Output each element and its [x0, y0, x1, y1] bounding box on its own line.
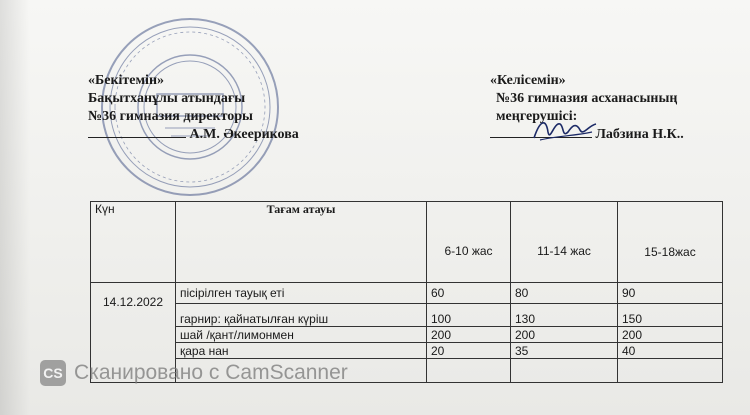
handwritten-signature — [530, 112, 600, 148]
page-shadow — [0, 0, 30, 415]
camscanner-text: Сканировано с CamScanner — [74, 361, 348, 384]
dish-name: шай /қант/лимонмен — [176, 327, 427, 343]
approve-title: «Бекітемін» — [88, 73, 165, 88]
empty-cell — [427, 359, 511, 383]
approve-name: А.М. Әкеерикова — [189, 127, 299, 142]
camscanner-logo-icon: CS — [40, 360, 66, 386]
portion-15-18: 40 — [618, 343, 723, 359]
signature-underline — [88, 137, 186, 138]
portion-6-10: 20 — [427, 343, 511, 359]
portion-15-18: 200 — [618, 327, 723, 343]
approve-line2: №36 гимназия директоры — [88, 109, 253, 124]
portion-11-14: 35 — [511, 343, 618, 359]
agree-line2: меңгерушісі: — [496, 109, 578, 124]
agree-name: Лабзина Н.К.. — [595, 127, 684, 142]
approve-signature-line — [88, 126, 338, 144]
header-dish-name: Тағам атауы — [176, 202, 427, 283]
portion-15-18: 150 — [618, 304, 723, 327]
table-row — [91, 343, 723, 359]
table-row — [91, 304, 723, 327]
header-day: Күн — [91, 202, 176, 283]
empty-cell — [511, 359, 618, 383]
camscanner-watermark — [40, 359, 348, 387]
menu-table — [90, 201, 723, 383]
header-age-6-10: 6-10 жас — [427, 202, 511, 283]
table-row — [91, 327, 723, 343]
dish-name: гарнир: қайнатылған күріш — [176, 304, 427, 327]
approval-block — [88, 72, 338, 144]
header-age-15-18: 15-18жас — [618, 202, 723, 283]
agree-signature-line — [490, 126, 730, 144]
portion-11-14: 200 — [511, 327, 618, 343]
header-age-11-14: 11-14 жас — [511, 202, 618, 283]
dish-name: қара нан — [176, 343, 427, 359]
agree-title: «Келісемін» — [490, 73, 566, 88]
approve-line1: Бақытханұлы атындағы — [88, 91, 246, 106]
portion-6-10: 100 — [427, 304, 511, 327]
portion-11-14: 80 — [511, 283, 618, 304]
table-row — [91, 283, 723, 304]
agree-line1: №36 гимназия асханасының — [496, 91, 678, 106]
portion-6-10: 60 — [427, 283, 511, 304]
agreement-block — [490, 72, 730, 144]
dish-name: пісірілген тауық еті — [176, 283, 427, 304]
empty-cell — [618, 359, 723, 383]
portion-6-10: 200 — [427, 327, 511, 343]
portion-11-14: 130 — [511, 304, 618, 327]
date-cell: 14.12.2022 — [91, 283, 176, 383]
portion-15-18: 90 — [618, 283, 723, 304]
